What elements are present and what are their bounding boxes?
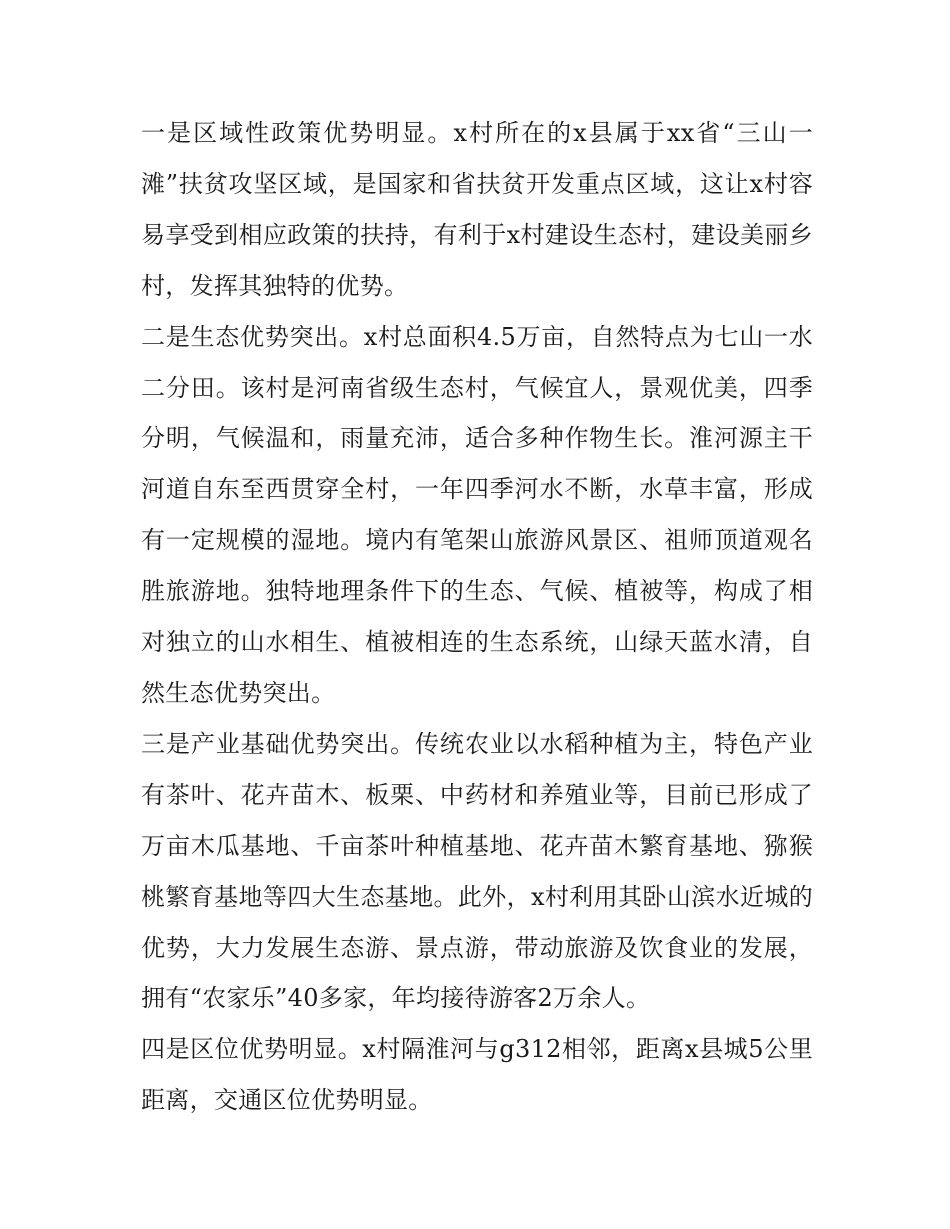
paragraph-ecological-advantage: 二是生态优势突出。x村总面积4.5万亩，自然特点为七山一水二分田。该村是河南省级生态村，气候宜人，景观优美，四季分明，气候温和，雨量充沛，适合多种作物生长。淮河源主干河道自东至西贯穿全村，一年四季河水不断，水草丰富，形成有一定规模的湿地。境内有笔架山旅游风景区、祖师顶道观名胜旅游地。独特地理条件下的生态、气候、植被等，构成了相对独立的山水相生、植被相连的生态系统，山绿天蓝水清，自然生态优势突出。	[141, 322, 813, 707]
document-body	[141, 108, 813, 1126]
paragraph-industry-foundation: 三是产业基础优势突出。传统农业以水稻种植为主，特色产业有茶叶、花卉苗木、板栗、中药材和养殖业等，目前已形成了万亩木瓜基地、千亩茶叶种植基地、花卉苗木繁育基地、猕猴桃繁育基地等四大生态基地。此外，x村利用其卧山滨水近城的优势，大力发展生态游、景点游，带动旅游及饮食业的发展，拥有“农家乐”40多家，年均接待游客2万余人。	[141, 729, 813, 1013]
paragraph-location-advantage: 四是区位优势明显。x村隔淮河与g312相邻，距离x县城5公里距离，交通区位优势明显。	[141, 1035, 813, 1115]
paragraph-regional-policy: 一是区域性政策优势明显。x村所在的x县属于xx省“三山一滩”扶贫攻坚区域，是国家和省扶贫开发重点区域，这让x村容易享受到相应政策的扶持，有利于x村建设生态村，建设美丽乡村，发挥其独特的优势。	[141, 119, 813, 300]
